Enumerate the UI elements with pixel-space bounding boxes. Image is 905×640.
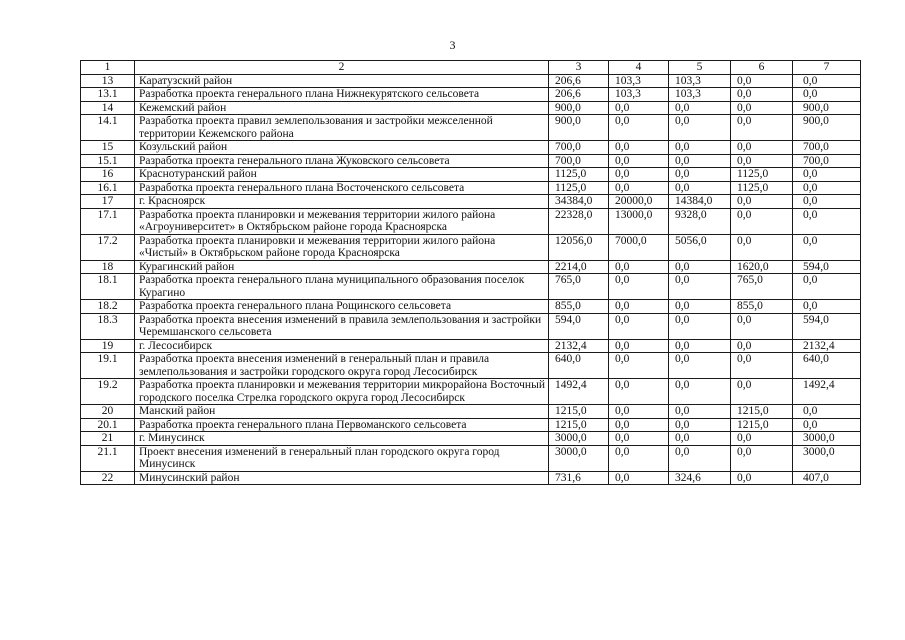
table-row bbox=[81, 432, 861, 446]
row-number: 18.2 bbox=[81, 300, 135, 314]
value-col-6: 0,0 bbox=[731, 471, 793, 485]
table-row bbox=[81, 208, 861, 234]
value-col-3: 900,0 bbox=[549, 115, 609, 141]
value-col-5: 0,0 bbox=[669, 260, 731, 274]
row-name: Курагинский район bbox=[135, 260, 549, 274]
value-col-3: 1215,0 bbox=[549, 418, 609, 432]
value-col-3: 12056,0 bbox=[549, 234, 609, 260]
value-col-4: 0,0 bbox=[609, 379, 669, 405]
row-number: 14 bbox=[81, 101, 135, 115]
value-col-6: 0,0 bbox=[731, 154, 793, 168]
table-row bbox=[81, 181, 861, 195]
row-number: 17 bbox=[81, 195, 135, 209]
value-col-4: 0,0 bbox=[609, 418, 669, 432]
value-col-4: 0,0 bbox=[609, 300, 669, 314]
value-col-7: 640,0 bbox=[793, 353, 861, 379]
table-row bbox=[81, 405, 861, 419]
value-col-5: 0,0 bbox=[669, 445, 731, 471]
value-col-7: 0,0 bbox=[793, 208, 861, 234]
budget-table bbox=[80, 60, 861, 485]
row-number: 19.1 bbox=[81, 353, 135, 379]
value-col-5: 103,3 bbox=[669, 74, 731, 88]
value-col-3: 3000,0 bbox=[549, 432, 609, 446]
table-row bbox=[81, 101, 861, 115]
value-col-6: 0,0 bbox=[731, 339, 793, 353]
row-name: Разработка проекта планировки и межевания территории микрорайона Восточный городского поселка Стрелка городского округа город Лесосибирск bbox=[135, 379, 549, 405]
row-number: 13.1 bbox=[81, 88, 135, 102]
value-col-5: 0,0 bbox=[669, 353, 731, 379]
value-col-5: 0,0 bbox=[669, 432, 731, 446]
value-col-3: 1492,4 bbox=[549, 379, 609, 405]
row-name: Разработка проекта генерального плана муниципального образования поселок Курагино bbox=[135, 274, 549, 300]
value-col-6: 0,0 bbox=[731, 353, 793, 379]
value-col-7: 0,0 bbox=[793, 300, 861, 314]
value-col-4: 0,0 bbox=[609, 141, 669, 155]
column-header: 5 bbox=[669, 61, 731, 75]
value-col-4: 0,0 bbox=[609, 432, 669, 446]
column-header: 6 bbox=[731, 61, 793, 75]
value-col-5: 0,0 bbox=[669, 115, 731, 141]
value-col-7: 1492,4 bbox=[793, 379, 861, 405]
row-name: Разработка проекта правил землепользования и застройки межселенной территории Кежемского района bbox=[135, 115, 549, 141]
value-col-6: 0,0 bbox=[731, 115, 793, 141]
value-col-3: 765,0 bbox=[549, 274, 609, 300]
value-col-3: 3000,0 bbox=[549, 445, 609, 471]
table-row bbox=[81, 274, 861, 300]
row-number: 18.1 bbox=[81, 274, 135, 300]
value-col-5: 0,0 bbox=[669, 101, 731, 115]
value-col-5: 0,0 bbox=[669, 418, 731, 432]
value-col-7: 407,0 bbox=[793, 471, 861, 485]
value-col-6: 1125,0 bbox=[731, 168, 793, 182]
row-name: Разработка проекта генерального плана Восточенского сельсовета bbox=[135, 181, 549, 195]
value-col-6: 0,0 bbox=[731, 195, 793, 209]
value-col-6: 0,0 bbox=[731, 379, 793, 405]
value-col-6: 0,0 bbox=[731, 208, 793, 234]
value-col-7: 0,0 bbox=[793, 234, 861, 260]
value-col-6: 0,0 bbox=[731, 313, 793, 339]
value-col-4: 0,0 bbox=[609, 353, 669, 379]
column-header: 1 bbox=[81, 61, 135, 75]
value-col-4: 0,0 bbox=[609, 313, 669, 339]
value-col-4: 0,0 bbox=[609, 471, 669, 485]
value-col-6: 0,0 bbox=[731, 141, 793, 155]
value-col-5: 0,0 bbox=[669, 168, 731, 182]
value-col-4: 13000,0 bbox=[609, 208, 669, 234]
value-col-5: 0,0 bbox=[669, 339, 731, 353]
row-number: 15.1 bbox=[81, 154, 135, 168]
row-number: 13 bbox=[81, 74, 135, 88]
value-col-7: 2132,4 bbox=[793, 339, 861, 353]
value-col-5: 0,0 bbox=[669, 181, 731, 195]
value-col-5: 103,3 bbox=[669, 88, 731, 102]
value-col-4: 0,0 bbox=[609, 260, 669, 274]
value-col-6: 0,0 bbox=[731, 234, 793, 260]
row-name: Разработка проекта генерального плана Жуковского сельсовета bbox=[135, 154, 549, 168]
value-col-3: 22328,0 bbox=[549, 208, 609, 234]
row-number: 18 bbox=[81, 260, 135, 274]
row-name: Разработка проекта генерального плана Первоманского сельсовета bbox=[135, 418, 549, 432]
page-number: 3 bbox=[449, 38, 456, 52]
value-col-7: 594,0 bbox=[793, 260, 861, 274]
value-col-4: 0,0 bbox=[609, 274, 669, 300]
table-row bbox=[81, 300, 861, 314]
value-col-3: 206,6 bbox=[549, 74, 609, 88]
row-name: Проект внесения изменений в генеральный план городского округа город Минусинск bbox=[135, 445, 549, 471]
value-col-5: 0,0 bbox=[669, 313, 731, 339]
table-row bbox=[81, 471, 861, 485]
value-col-6: 0,0 bbox=[731, 88, 793, 102]
table-row bbox=[81, 141, 861, 155]
table-row bbox=[81, 379, 861, 405]
value-col-7: 0,0 bbox=[793, 181, 861, 195]
value-col-7: 0,0 bbox=[793, 195, 861, 209]
row-name: Кежемский район bbox=[135, 101, 549, 115]
table-row bbox=[81, 115, 861, 141]
value-col-5: 0,0 bbox=[669, 141, 731, 155]
value-col-6: 1215,0 bbox=[731, 418, 793, 432]
value-col-4: 0,0 bbox=[609, 115, 669, 141]
table-row bbox=[81, 168, 861, 182]
value-col-3: 900,0 bbox=[549, 101, 609, 115]
table-header-row bbox=[81, 61, 861, 75]
value-col-4: 0,0 bbox=[609, 339, 669, 353]
row-number: 22 bbox=[81, 471, 135, 485]
table-row bbox=[81, 234, 861, 260]
row-number: 20 bbox=[81, 405, 135, 419]
value-col-5: 0,0 bbox=[669, 300, 731, 314]
value-col-7: 900,0 bbox=[793, 115, 861, 141]
value-col-7: 700,0 bbox=[793, 154, 861, 168]
value-col-4: 0,0 bbox=[609, 445, 669, 471]
value-col-4: 0,0 bbox=[609, 181, 669, 195]
row-name: Разработка проекта планировки и межевания территории жилого района «Агроуниверситет» в Октябрьском районе города Красноярска bbox=[135, 208, 549, 234]
table-row bbox=[81, 74, 861, 88]
value-col-6: 1215,0 bbox=[731, 405, 793, 419]
value-col-3: 700,0 bbox=[549, 154, 609, 168]
value-col-3: 2132,4 bbox=[549, 339, 609, 353]
value-col-5: 9328,0 bbox=[669, 208, 731, 234]
value-col-4: 20000,0 bbox=[609, 195, 669, 209]
value-col-6: 0,0 bbox=[731, 74, 793, 88]
value-col-7: 0,0 bbox=[793, 74, 861, 88]
row-name: Разработка проекта генерального плана Нижнекурятского сельсовета bbox=[135, 88, 549, 102]
column-header: 7 bbox=[793, 61, 861, 75]
value-col-7: 0,0 bbox=[793, 418, 861, 432]
value-col-3: 731,6 bbox=[549, 471, 609, 485]
value-col-6: 1125,0 bbox=[731, 181, 793, 195]
value-col-4: 0,0 bbox=[609, 101, 669, 115]
row-number: 21 bbox=[81, 432, 135, 446]
value-col-4: 0,0 bbox=[609, 154, 669, 168]
value-col-6: 855,0 bbox=[731, 300, 793, 314]
value-col-5: 0,0 bbox=[669, 405, 731, 419]
table-row bbox=[81, 313, 861, 339]
row-name: Каратузский район bbox=[135, 74, 549, 88]
value-col-7: 0,0 bbox=[793, 88, 861, 102]
value-col-4: 103,3 bbox=[609, 88, 669, 102]
table-row bbox=[81, 260, 861, 274]
table-row bbox=[81, 154, 861, 168]
value-col-6: 0,0 bbox=[731, 101, 793, 115]
row-name: г. Минусинск bbox=[135, 432, 549, 446]
row-name: Разработка проекта внесения изменений в генеральный план и правила землепользования и застройки городского округа город Лесосибирск bbox=[135, 353, 549, 379]
row-name: г. Красноярск bbox=[135, 195, 549, 209]
value-col-7: 700,0 bbox=[793, 141, 861, 155]
column-header: 4 bbox=[609, 61, 669, 75]
row-name: г. Лесосибирск bbox=[135, 339, 549, 353]
value-col-7: 594,0 bbox=[793, 313, 861, 339]
row-name: Минусинский район bbox=[135, 471, 549, 485]
row-number: 17.1 bbox=[81, 208, 135, 234]
row-name: Разработка проекта планировки и межевания территории жилого района «Чистый» в Октябрьском районе города Красноярска bbox=[135, 234, 549, 260]
value-col-3: 1125,0 bbox=[549, 168, 609, 182]
value-col-5: 14384,0 bbox=[669, 195, 731, 209]
value-col-4: 7000,0 bbox=[609, 234, 669, 260]
column-header: 2 bbox=[135, 61, 549, 75]
value-col-6: 765,0 bbox=[731, 274, 793, 300]
value-col-7: 900,0 bbox=[793, 101, 861, 115]
row-number: 16.1 bbox=[81, 181, 135, 195]
row-number: 21.1 bbox=[81, 445, 135, 471]
value-col-3: 1125,0 bbox=[549, 181, 609, 195]
row-number: 18.3 bbox=[81, 313, 135, 339]
row-name: Козульский район bbox=[135, 141, 549, 155]
value-col-6: 1620,0 bbox=[731, 260, 793, 274]
value-col-3: 640,0 bbox=[549, 353, 609, 379]
table-row bbox=[81, 88, 861, 102]
value-col-5: 0,0 bbox=[669, 274, 731, 300]
row-number: 16 bbox=[81, 168, 135, 182]
value-col-5: 0,0 bbox=[669, 379, 731, 405]
table-row bbox=[81, 445, 861, 471]
table-row bbox=[81, 418, 861, 432]
value-col-7: 0,0 bbox=[793, 168, 861, 182]
value-col-4: 103,3 bbox=[609, 74, 669, 88]
row-number: 20.1 bbox=[81, 418, 135, 432]
value-col-7: 0,0 bbox=[793, 405, 861, 419]
row-number: 14.1 bbox=[81, 115, 135, 141]
row-number: 15 bbox=[81, 141, 135, 155]
value-col-7: 3000,0 bbox=[793, 445, 861, 471]
row-number: 19.2 bbox=[81, 379, 135, 405]
value-col-3: 34384,0 bbox=[549, 195, 609, 209]
table-row bbox=[81, 353, 861, 379]
value-col-3: 206,6 bbox=[549, 88, 609, 102]
table-row bbox=[81, 339, 861, 353]
value-col-6: 0,0 bbox=[731, 445, 793, 471]
row-name: Разработка проекта внесения изменений в правила землепользования и застройки Черемшанского сельсовета bbox=[135, 313, 549, 339]
row-name: Разработка проекта генерального плана Рощинского сельсовета bbox=[135, 300, 549, 314]
column-header: 3 bbox=[549, 61, 609, 75]
value-col-4: 0,0 bbox=[609, 405, 669, 419]
row-number: 17.2 bbox=[81, 234, 135, 260]
value-col-5: 324,6 bbox=[669, 471, 731, 485]
value-col-3: 700,0 bbox=[549, 141, 609, 155]
value-col-3: 1215,0 bbox=[549, 405, 609, 419]
value-col-6: 0,0 bbox=[731, 432, 793, 446]
value-col-3: 855,0 bbox=[549, 300, 609, 314]
value-col-5: 5056,0 bbox=[669, 234, 731, 260]
value-col-7: 0,0 bbox=[793, 274, 861, 300]
value-col-3: 594,0 bbox=[549, 313, 609, 339]
row-number: 19 bbox=[81, 339, 135, 353]
table-row bbox=[81, 195, 861, 209]
value-col-5: 0,0 bbox=[669, 154, 731, 168]
value-col-4: 0,0 bbox=[609, 168, 669, 182]
value-col-3: 2214,0 bbox=[549, 260, 609, 274]
row-name: Манский район bbox=[135, 405, 549, 419]
row-name: Краснотуранский район bbox=[135, 168, 549, 182]
value-col-7: 3000,0 bbox=[793, 432, 861, 446]
